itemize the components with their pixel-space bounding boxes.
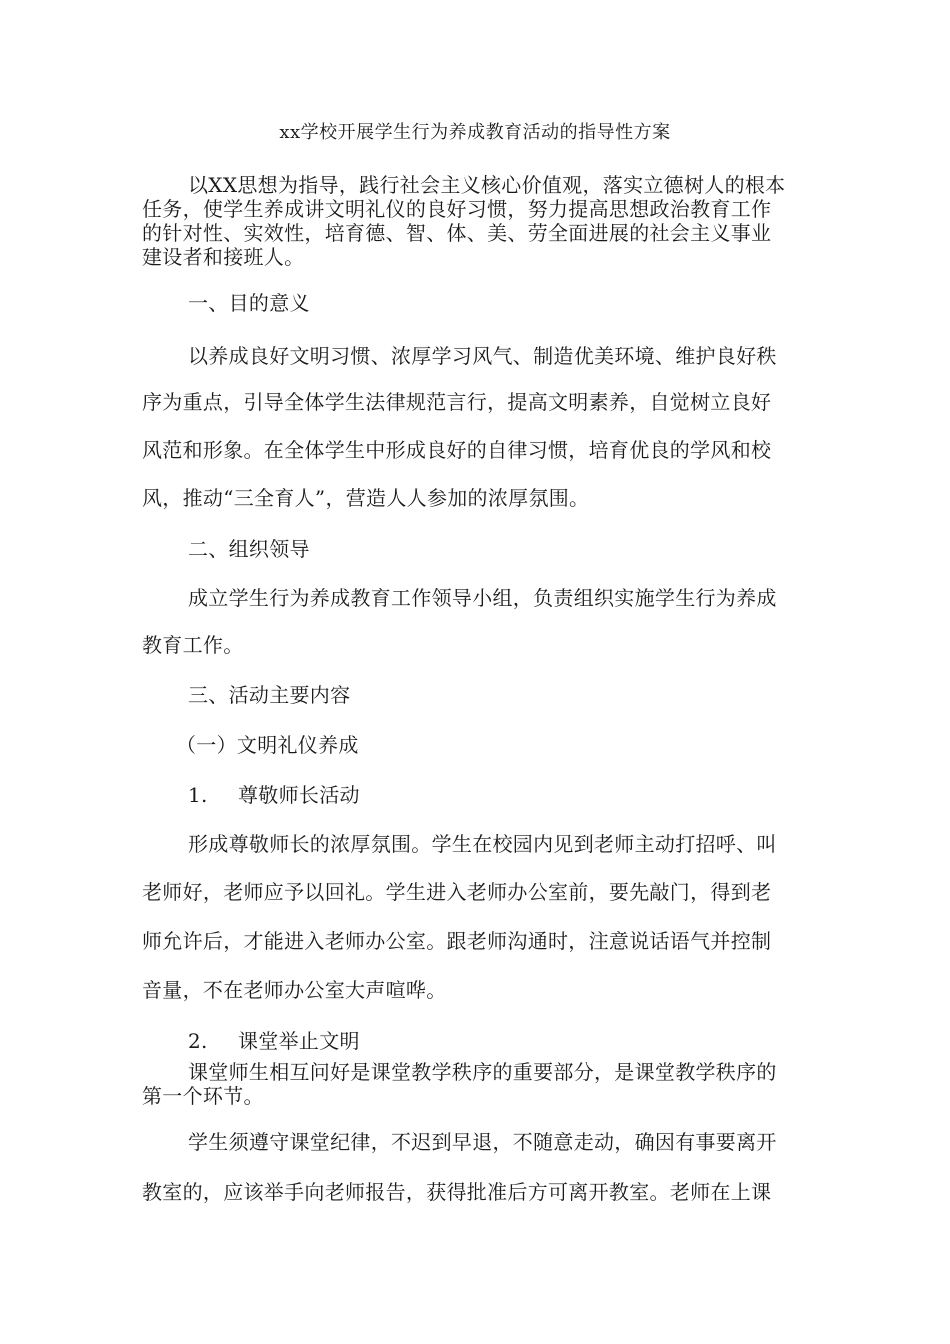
section2-line-1: 成立学生行为养成教育工作领导小组，负责组织实施学生行为养成 bbox=[188, 586, 777, 610]
section-heading-purpose: 一、目的意义 bbox=[188, 291, 310, 315]
item1-line-3: 师允许后，才能进入老师办公室。跟老师沟通时，注意说话语气并控制 bbox=[142, 929, 772, 953]
item2-para2-line-1: 学生须遵守课堂纪律，不迟到早退，不随意走动，确因有事要离开 bbox=[188, 1130, 777, 1154]
item1-line-4: 音量，不在老师办公室大声喧哗。 bbox=[142, 978, 447, 1002]
intro-line-3: 的针对性、实效性，培育德、智、体、美、劳全面进展的社会主义事业 bbox=[142, 221, 772, 245]
section2-line-2: 教育工作。 bbox=[142, 633, 244, 657]
item1-line-1: 形成尊敬师长的浓厚氛围。学生在校园内见到老师主动打招呼、叫 bbox=[188, 832, 777, 856]
document-title: xx学校开展学生行为养成教育活动的指导性方案 bbox=[279, 122, 671, 143]
intro-line-1: 以XX思想为指导，践行社会主义核心价值观，落实立德树人的根本 bbox=[188, 173, 786, 197]
item2-line-2: 第一个环节。 bbox=[142, 1084, 264, 1108]
item-number: 1. bbox=[188, 783, 208, 807]
item-heading-classroom-manners bbox=[188, 1027, 868, 1055]
section1-line-1: 以养成良好文明习惯、浓厚学习风气、制造优美环境、维护良好秩 bbox=[188, 344, 777, 368]
item-label: 课堂举止文明 bbox=[238, 1029, 360, 1053]
item1-line-2: 老师好，老师应予以回礼。学生进入老师办公室前，要先敲门，得到老 bbox=[142, 880, 772, 904]
section1-line-2: 序为重点，引导全体学生法律规范言行，提高文明素养，自觉树立良好 bbox=[142, 390, 772, 414]
section1-line-3: 风范和形象。在全体学生中形成良好的自律习惯，培育优良的学风和校 bbox=[142, 438, 772, 462]
item2-para2-line-2: 教室的，应该举手向老师报告，获得批准后方可离开教室。老师在上课 bbox=[142, 1180, 772, 1204]
subsection-heading-etiquette: （一）文明礼仪养成 bbox=[176, 733, 359, 757]
section1-line-4: 风，推动“三全育人”，营造人人参加的浓厚氛围。 bbox=[142, 486, 590, 510]
item-heading-respect-teachers bbox=[188, 781, 868, 809]
item2-line-1: 课堂师生相互问好是课堂教学秩序的重要部分，是课堂教学秩序的 bbox=[188, 1060, 777, 1084]
section-heading-organization: 二、组织领导 bbox=[188, 537, 310, 561]
item-number: 2. bbox=[188, 1029, 208, 1053]
intro-line-2: 任务，使学生养成讲文明礼仪的良好习惯，努力提高思想政治教育工作 bbox=[142, 197, 772, 221]
item-label: 尊敬师长活动 bbox=[238, 783, 360, 807]
intro-line-4: 建设者和接班人。 bbox=[142, 245, 305, 269]
section-heading-activities: 三、活动主要内容 bbox=[188, 683, 351, 707]
